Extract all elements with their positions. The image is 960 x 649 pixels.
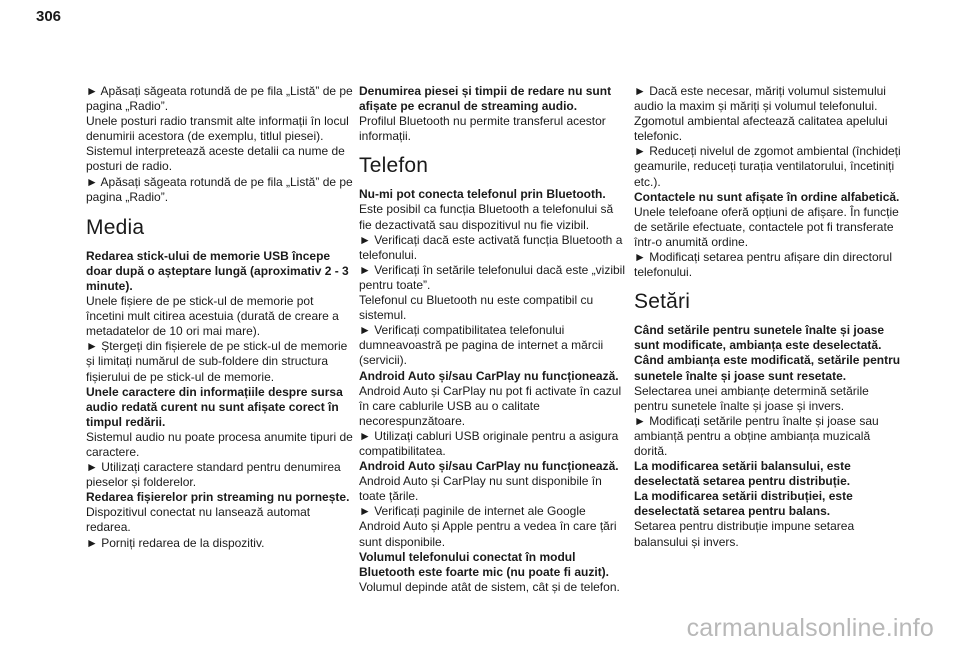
instruction-step: ► Verificați compatibilitatea telefonului dumneavoastră pe pagina de internet a mărcii (servicii). [359, 323, 604, 368]
problem-statement: Denumirea piesei și timpii de redare nu sunt afișate pe ecranul de streaming audio. [359, 84, 612, 114]
body-paragraph: Sistemul interpretează aceste detalii ca nume de posturi de radio. [86, 144, 345, 174]
body-paragraph: Sistemul audio nu poate procesa anumite tipuri de caractere. [86, 429, 353, 459]
body-paragraph: Android Auto și CarPlay nu sunt disponibile în toate țările. [359, 474, 602, 504]
body-paragraph: Unele posturi radio transmit alte informații în locul denumirii acestora (de exemplu, titlul piesei). [86, 114, 349, 144]
problem-statement: Redarea fișierelor prin streaming nu pornește. [86, 490, 350, 505]
instruction-step: ► Modificați setările pentru înalte și joase sau ambianță pentru a obține ambianța muzicală dorită. [634, 413, 879, 458]
instruction-step: ► Porniți redarea de la dispozitiv. [86, 535, 265, 550]
problem-statement: Redarea stick-ului de memorie USB începe doar după o așteptare lungă (aproximativ 2 - 3 minute). [86, 248, 349, 293]
text-column-right [634, 84, 902, 550]
body-paragraph: Volumul depinde atât de sistem, cât și de telefon. [359, 579, 620, 594]
instruction-step: ► Utilizați cabluri USB originale pentru a asigura compatibilitatea. [359, 428, 619, 458]
instruction-step: ► Reduceți nivelul de zgomot ambiental (închideți geamurile, reduceți turația ventilatorului, încetiniți etc.). [634, 144, 901, 189]
section-heading: Media [86, 215, 145, 239]
problem-statement: Când setările pentru sunetele înalte și joase sunt modificate, ambianța este deselectată. [634, 323, 885, 353]
body-paragraph: Dispozitivul conectat nu lansează automat redarea. [86, 505, 311, 535]
problem-statement: Android Auto și/sau CarPlay nu funcționează. [359, 368, 619, 383]
instruction-step: ► Dacă este necesar, măriți volumul sistemului audio la maxim și măriți și volumul telefonului. [634, 84, 886, 114]
body-paragraph: Unele fișiere de pe stick-ul de memorie pot încetini mult citirea acestuia (durată de creare a metadatelor de 10 ori mai mare). [86, 294, 339, 339]
problem-statement: Nu-mi pot conecta telefonul prin Bluetooth. [359, 187, 606, 202]
body-paragraph: Unele telefoane oferă opțiuni de afișare. În funcție de setările efectuate, contactele pot fi transferate într-o anumită ordine. [634, 204, 899, 249]
body-paragraph: Setarea pentru distribuție impune setarea balansului și invers. [634, 519, 855, 549]
problem-statement: Android Auto și/sau CarPlay nu funcționează. [359, 459, 619, 474]
problem-statement: Contactele nu sunt afișate în ordine alfabetică. [634, 189, 900, 204]
problem-statement: Volumul telefonului conectat în modul Bluetooth este foarte mic (nu poate fi auzit). [359, 549, 610, 579]
instruction-step: ► Verificați paginile de internet ale Google Android Auto și Apple pentru a vedea în care țări sunt disponibile. [359, 504, 617, 549]
problem-statement: Când ambianța este modificată, setările pentru sunetele înalte și joase sunt resetate. [634, 353, 901, 383]
instruction-step: ► Ștergeți din fișierele de pe stick-ul de memorie și limitați numărul de sub-foldere din structura fișierului de pe stick-ul de memorie. [86, 339, 348, 384]
body-paragraph: Selectarea unei ambianțe determină setările pentru sunetele înalte și joase și invers. [634, 383, 869, 413]
body-paragraph: Telefonul cu Bluetooth nu este compatibil cu sistemul. [359, 293, 594, 323]
section-heading: Setări [634, 290, 691, 314]
section-heading: Telefon [359, 154, 429, 178]
watermark: carmanualsonline.info [686, 614, 934, 642]
body-paragraph: Este posibil ca funcția Bluetooth a telefonului să fie dezactivată sau dispozitivul nu fie vizibil. [359, 202, 614, 232]
instruction-step: ► Verificați dacă este activată funcția Bluetooth a telefonului. [359, 232, 623, 262]
problem-statement: La modificarea setării distribuției, este deselectată setarea pentru balans. [634, 489, 853, 519]
body-paragraph: Profilul Bluetooth nu permite transferul acestor informații. [359, 114, 606, 144]
text-column-middle [359, 84, 627, 595]
instruction-step: ► Modificați setarea pentru afișare din directorul telefonului. [634, 250, 892, 280]
body-paragraph: Android Auto și CarPlay nu pot fi activate în cazul în care cablurile USB au o calitate necorespunzătoare. [359, 383, 622, 428]
instruction-step: ► Apăsați săgeata rotundă de pe fila „Listă” de pe pagina „Radio”. [86, 84, 353, 114]
instruction-step: ► Apăsați săgeata rotundă de pe fila „Listă” de pe pagina „Radio”. [86, 174, 353, 204]
problem-statement: La modificarea setării balansului, este deselectată setarea pentru distribuție. [634, 459, 851, 489]
instruction-step: ► Utilizați caractere standard pentru denumirea pieselor și folderelor. [86, 460, 341, 490]
problem-statement: Unele caractere din informațiile despre sursa audio redată curent nu sunt afișate corect în timpul redării. [86, 384, 343, 429]
page-number: 306 [36, 8, 62, 25]
instruction-step: ► Verificați în setările telefonului dacă este „vizibil pentru toate”. [359, 262, 626, 292]
text-column-left [86, 84, 354, 551]
body-paragraph: Zgomotul ambiental afectează calitatea apelului telefonic. [634, 114, 888, 144]
